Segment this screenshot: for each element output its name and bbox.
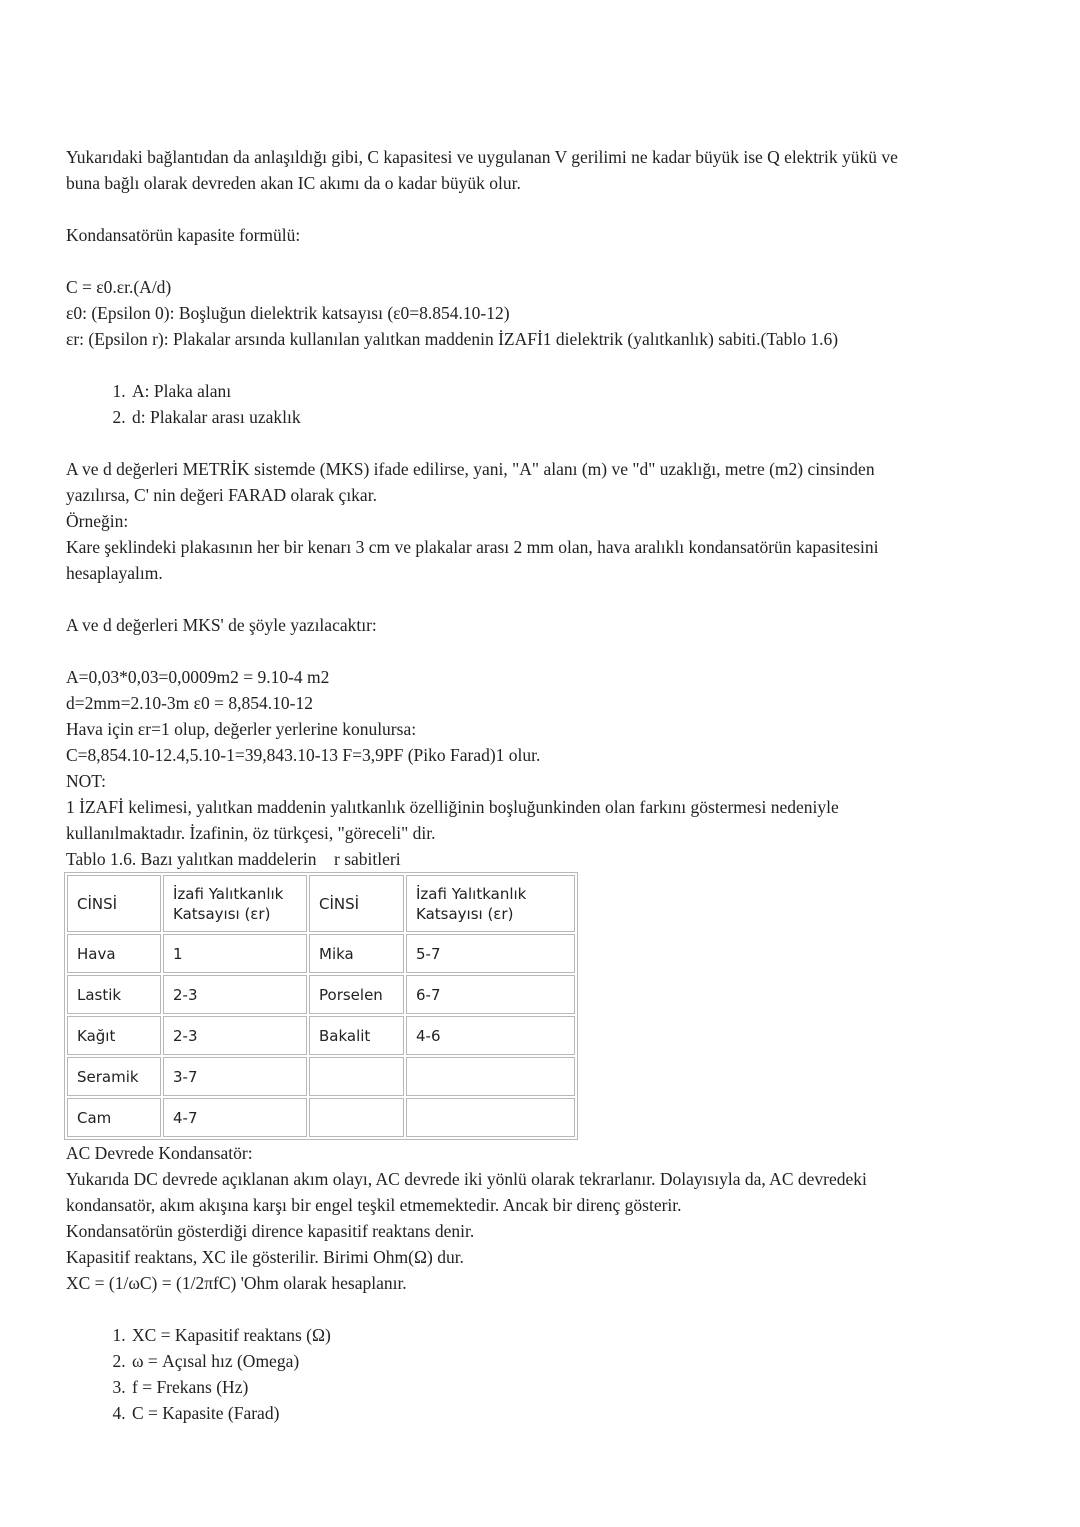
table-cell [406, 1098, 575, 1137]
epsilonr-definition: εr: (Epsilon r): Plakalar arsında kullanılan yalıtkan maddenin İZAFİ1 dielektrik (yalıtkanlık) sabiti.(Tablo 1.6) [66, 329, 839, 349]
reactance-variable-list [66, 1322, 1016, 1426]
table-cell: Kağıt [67, 1016, 161, 1055]
reactance-unit: Kapasitif reaktans, XC ile gösterilir. Birimi Ohm(Ω) dur. [66, 1247, 464, 1267]
header-cell: İzafi Yalıtkanlık Katsayısı (εr) [406, 875, 575, 932]
table-cell: 1 [163, 934, 307, 973]
list-item: 4. C = Kapasite (Farad) [130, 1400, 1016, 1426]
document-page [66, 144, 1016, 1426]
table-row [67, 1016, 575, 1055]
table-cell: 6-7 [406, 975, 575, 1014]
list-item: 3. f = Frekans (Hz) [130, 1374, 1016, 1400]
header-cell: CİNSİ [309, 875, 404, 932]
table-cell: 5-7 [406, 934, 575, 973]
table-cell: 2-3 [163, 975, 307, 1014]
formula-heading: Kondansatörün kapasite formülü: [66, 225, 301, 245]
ac-heading: AC Devrede Kondansatör: [66, 1143, 253, 1163]
mks-heading: A ve d değerleri MKS' de şöyle yazılacaktır: [66, 615, 377, 635]
distance-calculation: d=2mm=2.10-3m ε0 = 8,854.10-12 [66, 693, 313, 713]
table-cell: 2-3 [163, 1016, 307, 1055]
table-cell: Porselen [309, 975, 404, 1014]
capacitance-formula: C = ε0.εr.(A/d) [66, 277, 172, 297]
header-cell: İzafi Yalıtkanlık Katsayısı (εr) [163, 875, 307, 932]
capacitance-result: C=8,854.10-12.4,5.10-1=39,843.10-13 F=3,9PF (Piko Farad)1 olur. [66, 745, 541, 765]
table-cell [309, 1098, 404, 1137]
variable-list [66, 378, 1016, 430]
epsilon0-definition: ε0: (Epsilon 0): Boşluğun dielektrik katsayısı (ε0=8.854.10-12) [66, 303, 510, 323]
table-cell: Bakalit [309, 1016, 404, 1055]
header-cell: CİNSİ [67, 875, 161, 932]
note-label: NOT: [66, 771, 106, 791]
table-cell: Lastik [67, 975, 161, 1014]
table-cell: Mika [309, 934, 404, 973]
list-item: 1. A: Plaka alanı [130, 378, 1016, 404]
ac-paragraph: Yukarıda DC devrede açıklanan akım olayı, AC devrede iki yönlü olarak tekrarlanır. Dolayısıyla da, AC devredeki kondansatör, akım akışına karşı bir engel teşkil etmemektedir. Ancak bir direnç gösterir. [66, 1169, 867, 1215]
intro-paragraph: Yukarıdaki bağlantıdan da anlaşıldığı gibi, C kapasitesi ve uygulanan V gerilimi ne kadar büyük ise Q elektrik yükü ve buna bağlı olarak devreden akan IC akımı da o kadar büyük olur. [66, 147, 898, 193]
table-row [67, 975, 575, 1014]
list-item: 2. ω = Açısal hız (Omega) [130, 1348, 1016, 1374]
table-cell: Cam [67, 1098, 161, 1137]
list-item: 2. d: Plakalar arası uzaklık [130, 404, 1016, 430]
air-substitution: Hava için εr=1 olup, değerler yerlerine konulursa: [66, 719, 417, 739]
table-cell: 4-7 [163, 1098, 307, 1137]
table-cell: Hava [67, 934, 161, 973]
table-row [67, 1098, 575, 1137]
reactance-formula: XC = (1/ωC) = (1/2πfC) 'Ohm olarak hesaplanır. [66, 1273, 407, 1293]
table-row [67, 934, 575, 973]
table-cell [309, 1057, 404, 1096]
table-cell [406, 1057, 575, 1096]
dielectric-table [64, 872, 578, 1140]
area-calculation: A=0,03*0,03=0,0009m2 = 9.10-4 m2 [66, 667, 330, 687]
table-cell: Seramik [67, 1057, 161, 1096]
table-header-row [67, 875, 575, 932]
table-cell: 4-6 [406, 1016, 575, 1055]
table-caption: Tablo 1.6. Bazı yalıtkan maddelerin r sabitleri [66, 849, 401, 869]
metric-paragraph: A ve d değerleri METRİK sistemde (MKS) ifade edilirse, yani, "A" alanı (m) ve "d" uzaklığı, metre (m2) cinsinden yazılırsa, C' nin değeri FARAD olarak çıkar. [66, 459, 875, 505]
table-cell: 3-7 [163, 1057, 307, 1096]
note-paragraph: 1 İZAFİ kelimesi, yalıtkan maddenin yalıtkanlık özelliğinin boşluğunkinden olan farkını göstermesi nedeniyle kullanılmaktadır. İzafinin, öz türkçesi, "göreceli" dir. [66, 797, 839, 843]
example-label: Örneğin: [66, 511, 129, 531]
list-item: 1. XC = Kapasitif reaktans (Ω) [130, 1322, 1016, 1348]
table-row [67, 1057, 575, 1096]
reactance-definition: Kondansatörün gösterdiği dirence kapasitif reaktans denir. [66, 1221, 475, 1241]
example-paragraph: Kare şeklindeki plakasının her bir kenarı 3 cm ve plakalar arası 2 mm olan, hava aralıklı kondansatörün kapasitesini hesaplayalım. [66, 537, 879, 583]
